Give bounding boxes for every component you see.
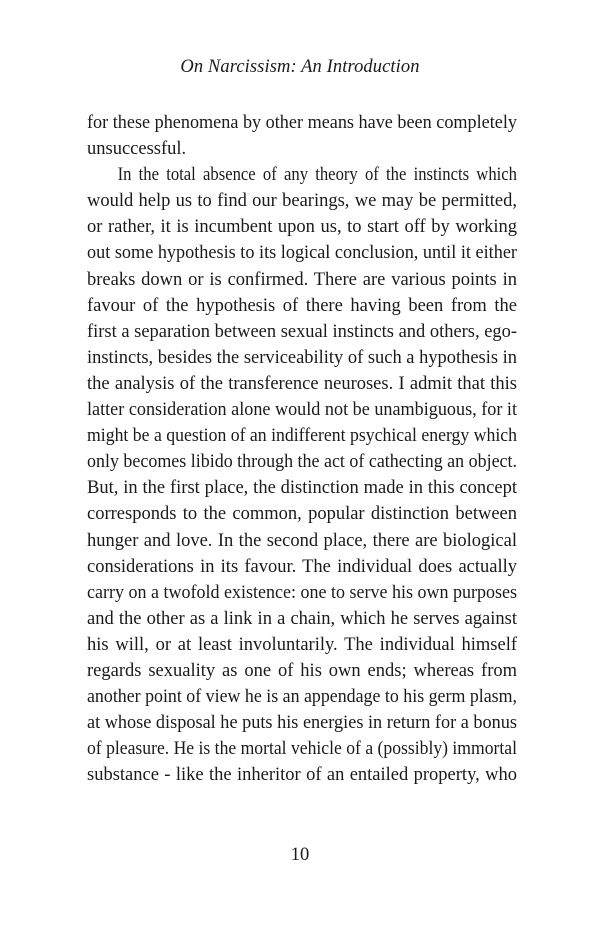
text-line: substance - like the inheritor of an entailed property, who [87, 765, 517, 786]
text-line: for these phenomena by other means have been completely [87, 113, 518, 133]
page-number: 10 [290, 845, 310, 865]
text-line: only becomes libido through the act of cathecting an object. [87, 452, 518, 473]
text-line: at whose disposal he puts his energies in return for a bonus [87, 713, 517, 734]
text-line: instincts, besides the serviceability of such a hypothesis in [87, 347, 518, 368]
text-line: first a separation between sexual instincts and others, ego- [87, 321, 517, 342]
text-line: or rather, it is incumbent upon us, to start off by working [87, 217, 517, 238]
text-line: and the other as a link in a chain, which he serves against [87, 608, 517, 629]
text-line: carry on a twofold existence: one to serve his own purposes [87, 582, 517, 603]
text-line: regards sexuality as one of his own ends; whereas from [87, 660, 517, 681]
text-line: favour of the hypothesis of there having been from the [87, 295, 517, 316]
text-line: In the total absence of any theory of the instincts which [117, 165, 517, 186]
text-line: would help us to find our bearings, we may be permitted, [87, 191, 517, 212]
text-line: out some hypothesis to its logical conclusion, until it either [87, 243, 517, 264]
text-line: hunger and love. In the second place, there are biological [87, 530, 517, 551]
text-line: the analysis of the transference neuroses. I admit that this [87, 373, 517, 394]
text-line: corresponds to the common, popular distinction between [87, 504, 517, 525]
text-line: of pleasure. He is the mortal vehicle of a (possibly) immortal [87, 739, 518, 760]
body-text [87, 110, 517, 788]
text-line: his will, or at least involuntarily. The individual himself [87, 634, 517, 655]
text-line: But, in the first place, the distinction made in this concept [87, 478, 517, 499]
text-line: unsuccessful. [87, 139, 187, 160]
text-line: breaks down or is confirmed. There are various points in [87, 269, 517, 290]
text-line: latter consideration alone would not be unambiguous, for it [87, 400, 518, 421]
text-line: might be a question of an indifferent psychical energy which [87, 426, 517, 447]
text-line: another point of view he is an appendage to his germ plasm, [87, 687, 518, 708]
running-head: On Narcissism: An Introduction [180, 57, 420, 77]
text-line: considerations in its favour. The individual does actually [87, 556, 517, 577]
